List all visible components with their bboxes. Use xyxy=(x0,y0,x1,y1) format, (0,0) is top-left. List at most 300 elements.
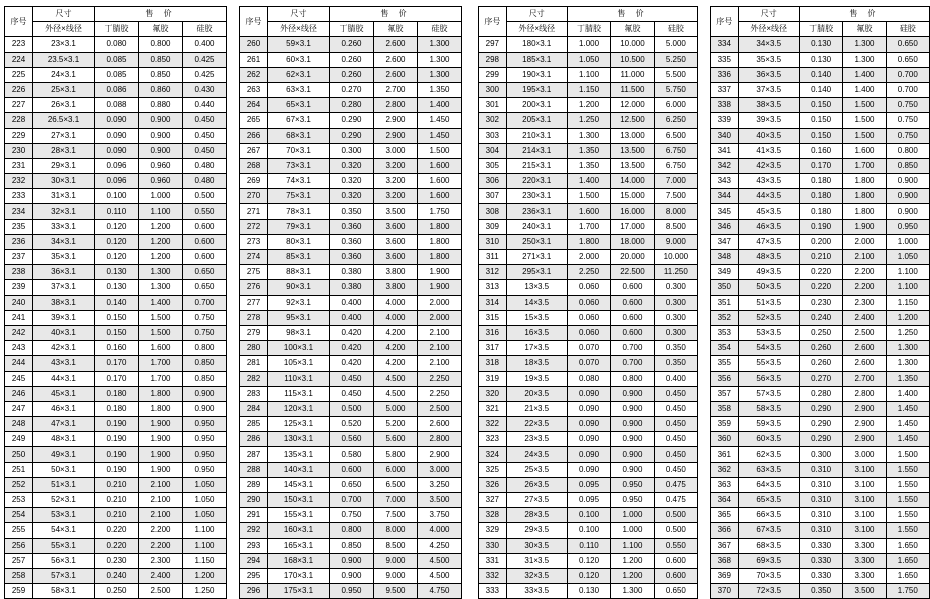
cell-price-fkm: 3.000 xyxy=(843,447,886,462)
table-row xyxy=(710,386,929,401)
header-price-nbr: 丁腈胶 xyxy=(799,22,842,37)
cell-seq: 253 xyxy=(5,493,33,508)
cell-price-nbr: 1.700 xyxy=(567,219,610,234)
cell-price-vmq: 0.550 xyxy=(183,204,227,219)
cell-price-fkm: 22.500 xyxy=(611,265,654,280)
cell-price-fkm: 0.900 xyxy=(139,113,183,128)
cell-price-fkm: 1.600 xyxy=(843,143,886,158)
table-row xyxy=(479,568,698,583)
cell-price-nbr: 0.380 xyxy=(330,265,374,280)
cell-price-vmq: 1.450 xyxy=(886,432,929,447)
table-row xyxy=(5,341,227,356)
cell-seq: 259 xyxy=(5,584,33,599)
cell-seq: 234 xyxy=(5,204,33,219)
table-row xyxy=(710,371,929,386)
cell-price-vmq: 1.500 xyxy=(418,143,462,158)
cell-price-fkm: 1.400 xyxy=(139,295,183,310)
cell-size: 66×3.5 xyxy=(738,508,799,523)
cell-price-vmq: 1.000 xyxy=(886,234,929,249)
cell-price-vmq: 0.900 xyxy=(183,386,227,401)
cell-size: 59×3.5 xyxy=(738,417,799,432)
cell-price-vmq: 0.450 xyxy=(183,128,227,143)
cell-price-nbr: 0.400 xyxy=(330,310,374,325)
cell-seq: 364 xyxy=(710,493,738,508)
cell-price-vmq: 1.600 xyxy=(418,174,462,189)
table-row xyxy=(710,98,929,113)
cell-size: 35×3.1 xyxy=(33,250,95,265)
cell-size: 33×3.5 xyxy=(506,584,567,599)
table-row xyxy=(5,174,227,189)
cell-seq: 276 xyxy=(240,280,268,295)
cell-price-nbr: 1.800 xyxy=(567,234,610,249)
cell-size: 35×3.5 xyxy=(738,52,799,67)
cell-price-vmq: 0.450 xyxy=(654,386,697,401)
cell-seq: 345 xyxy=(710,204,738,219)
cell-price-nbr: 1.050 xyxy=(567,52,610,67)
cell-price-vmq: 0.900 xyxy=(886,174,929,189)
cell-seq: 243 xyxy=(5,341,33,356)
cell-size: 56×3.1 xyxy=(33,553,95,568)
cell-price-vmq: 7.500 xyxy=(654,189,697,204)
cell-price-nbr: 0.130 xyxy=(95,265,139,280)
cell-price-vmq: 1.400 xyxy=(886,386,929,401)
cell-price-vmq: 0.650 xyxy=(654,584,697,599)
cell-price-nbr: 0.120 xyxy=(95,250,139,265)
table-row xyxy=(5,98,227,113)
table-row xyxy=(710,401,929,416)
cell-price-vmq: 0.750 xyxy=(886,128,929,143)
cell-price-vmq: 6.750 xyxy=(654,143,697,158)
cell-seq: 308 xyxy=(479,204,507,219)
cell-price-vmq: 0.650 xyxy=(886,37,929,52)
cell-seq: 256 xyxy=(5,538,33,553)
table-row xyxy=(710,219,929,234)
cell-price-fkm: 1.800 xyxy=(139,401,183,416)
cell-size: 48×3.1 xyxy=(33,432,95,447)
cell-size: 170×3.1 xyxy=(268,568,330,583)
cell-price-fkm: 3.300 xyxy=(843,553,886,568)
table-row xyxy=(710,143,929,158)
table-row xyxy=(5,523,227,538)
cell-price-vmq: 2.000 xyxy=(418,295,462,310)
cell-size: 45×3.1 xyxy=(33,386,95,401)
table-row xyxy=(710,174,929,189)
cell-price-nbr: 0.320 xyxy=(330,189,374,204)
cell-price-vmq: 2.100 xyxy=(418,325,462,340)
cell-size: 60×3.1 xyxy=(268,52,330,67)
cell-price-nbr: 0.900 xyxy=(330,568,374,583)
cell-price-fkm: 4.500 xyxy=(374,371,418,386)
table-row xyxy=(710,128,929,143)
cell-price-nbr: 0.180 xyxy=(95,386,139,401)
table-row xyxy=(5,325,227,340)
cell-seq: 241 xyxy=(5,310,33,325)
table-row xyxy=(479,174,698,189)
cell-price-vmq: 11.250 xyxy=(654,265,697,280)
table-row xyxy=(5,356,227,371)
cell-price-vmq: 0.900 xyxy=(886,204,929,219)
cell-size: 60×3.5 xyxy=(738,432,799,447)
cell-size: 34×3.1 xyxy=(33,234,95,249)
cell-price-vmq: 0.300 xyxy=(654,280,697,295)
cell-price-fkm: 1.500 xyxy=(843,98,886,113)
cell-price-fkm: 20.000 xyxy=(611,250,654,265)
cell-size: 70×3.5 xyxy=(738,568,799,583)
cell-price-vmq: 0.600 xyxy=(183,234,227,249)
cell-price-fkm: 4.000 xyxy=(374,295,418,310)
cell-price-nbr: 1.150 xyxy=(567,82,610,97)
cell-size: 36×3.5 xyxy=(738,67,799,82)
cell-seq: 258 xyxy=(5,568,33,583)
cell-price-nbr: 0.060 xyxy=(567,325,610,340)
table-row xyxy=(710,523,929,538)
cell-price-nbr: 0.560 xyxy=(330,432,374,447)
table-row xyxy=(5,234,227,249)
table-row xyxy=(240,538,462,553)
cell-seq: 295 xyxy=(240,568,268,583)
cell-price-nbr: 0.290 xyxy=(799,432,842,447)
table-row xyxy=(5,553,227,568)
cell-price-nbr: 1.300 xyxy=(567,128,610,143)
cell-seq: 343 xyxy=(710,174,738,189)
cell-price-nbr: 0.180 xyxy=(799,204,842,219)
cell-size: 22×3.5 xyxy=(506,417,567,432)
header-price-group: 售 价 xyxy=(95,7,227,22)
cell-price-nbr: 0.260 xyxy=(330,37,374,52)
cell-size: 240×3.1 xyxy=(506,219,567,234)
cell-price-nbr: 2.000 xyxy=(567,250,610,265)
table-row xyxy=(710,158,929,173)
table-row xyxy=(479,37,698,52)
table-row xyxy=(479,356,698,371)
cell-seq: 370 xyxy=(710,584,738,599)
cell-price-fkm: 2.600 xyxy=(374,52,418,67)
cell-price-fkm: 10.000 xyxy=(611,37,654,52)
cell-price-vmq: 0.800 xyxy=(183,341,227,356)
cell-price-vmq: 1.750 xyxy=(886,584,929,599)
cell-price-nbr: 0.085 xyxy=(95,67,139,82)
cell-seq: 299 xyxy=(479,67,507,82)
cell-seq: 309 xyxy=(479,219,507,234)
cell-price-fkm: 4.200 xyxy=(374,341,418,356)
header-price-vmq: 硅胶 xyxy=(183,22,227,37)
cell-price-vmq: 0.650 xyxy=(183,280,227,295)
table-row xyxy=(479,143,698,158)
cell-price-nbr: 0.360 xyxy=(330,219,374,234)
cell-price-nbr: 0.110 xyxy=(567,538,610,553)
cell-price-vmq: 0.750 xyxy=(183,310,227,325)
cell-price-fkm: 13.000 xyxy=(611,128,654,143)
header-price-group: 售 价 xyxy=(330,7,462,22)
cell-size: 23×3.1 xyxy=(33,37,95,52)
cell-price-fkm: 1.800 xyxy=(843,204,886,219)
cell-price-fkm: 3.200 xyxy=(374,189,418,204)
cell-price-fkm: 3.200 xyxy=(374,158,418,173)
cell-size: 19×3.5 xyxy=(506,371,567,386)
cell-size: 160×3.1 xyxy=(268,523,330,538)
cell-size: 21×3.5 xyxy=(506,401,567,416)
table-row xyxy=(240,158,462,173)
cell-price-vmq: 0.500 xyxy=(654,523,697,538)
cell-size: 42×3.1 xyxy=(33,341,95,356)
header-seq: 序号 xyxy=(5,7,33,37)
table-row xyxy=(479,447,698,462)
cell-price-fkm: 0.900 xyxy=(611,401,654,416)
cell-price-fkm: 3.100 xyxy=(843,462,886,477)
cell-size: 37×3.5 xyxy=(738,82,799,97)
cell-price-vmq: 1.900 xyxy=(418,280,462,295)
table-row xyxy=(240,52,462,67)
cell-price-nbr: 0.270 xyxy=(330,82,374,97)
cell-price-fkm: 6.500 xyxy=(374,477,418,492)
cell-price-vmq: 0.750 xyxy=(886,98,929,113)
cell-size: 140×3.1 xyxy=(268,462,330,477)
table-row xyxy=(5,250,227,265)
cell-seq: 327 xyxy=(479,493,507,508)
table-row xyxy=(710,417,929,432)
cell-price-nbr: 0.210 xyxy=(95,493,139,508)
cell-price-nbr: 0.180 xyxy=(799,174,842,189)
cell-seq: 306 xyxy=(479,174,507,189)
cell-price-nbr: 0.140 xyxy=(799,82,842,97)
cell-price-nbr: 0.400 xyxy=(330,295,374,310)
table-row xyxy=(240,174,462,189)
table-row xyxy=(710,447,929,462)
cell-size: 210×3.1 xyxy=(506,128,567,143)
cell-price-nbr: 0.210 xyxy=(95,477,139,492)
cell-seq: 334 xyxy=(710,37,738,52)
table-row xyxy=(240,341,462,356)
cell-seq: 296 xyxy=(240,584,268,599)
cell-price-vmq: 0.850 xyxy=(886,158,929,173)
cell-price-fkm: 2.200 xyxy=(139,523,183,538)
cell-price-fkm: 1.400 xyxy=(843,67,886,82)
table-row xyxy=(240,113,462,128)
cell-seq: 233 xyxy=(5,189,33,204)
cell-seq: 324 xyxy=(479,447,507,462)
table-row xyxy=(240,508,462,523)
header-price-group: 售 价 xyxy=(567,7,697,22)
cell-price-fkm: 0.600 xyxy=(611,295,654,310)
left-sheet xyxy=(4,6,462,599)
table-row xyxy=(479,310,698,325)
cell-price-vmq: 4.750 xyxy=(418,584,462,599)
table-row xyxy=(479,523,698,538)
table-row xyxy=(710,325,929,340)
cell-seq: 363 xyxy=(710,477,738,492)
table-4-body xyxy=(710,37,929,599)
cell-size: 54×3.5 xyxy=(738,341,799,356)
cell-size: 63×3.5 xyxy=(738,462,799,477)
cell-size: 215×3.1 xyxy=(506,158,567,173)
header-price-nbr: 丁腈胶 xyxy=(567,22,610,37)
table-row xyxy=(479,113,698,128)
cell-size: 55×3.5 xyxy=(738,356,799,371)
cell-seq: 329 xyxy=(479,523,507,538)
table-row xyxy=(710,584,929,599)
cell-price-fkm: 2.900 xyxy=(374,113,418,128)
cell-seq: 269 xyxy=(240,174,268,189)
cell-price-fkm: 11.000 xyxy=(611,67,654,82)
table-row xyxy=(479,82,698,97)
cell-seq: 315 xyxy=(479,310,507,325)
cell-price-nbr: 0.160 xyxy=(95,341,139,356)
cell-seq: 346 xyxy=(710,219,738,234)
cell-price-fkm: 0.900 xyxy=(139,128,183,143)
table-4 xyxy=(710,6,930,599)
cell-price-fkm: 2.200 xyxy=(139,538,183,553)
table-row xyxy=(710,462,929,477)
cell-price-vmq: 1.050 xyxy=(183,493,227,508)
cell-price-vmq: 0.500 xyxy=(183,189,227,204)
table-row xyxy=(5,82,227,97)
cell-price-fkm: 2.600 xyxy=(374,67,418,82)
cell-price-fkm: 0.950 xyxy=(611,477,654,492)
cell-price-vmq: 1.600 xyxy=(418,158,462,173)
cell-size: 25×3.1 xyxy=(33,82,95,97)
cell-size: 42×3.5 xyxy=(738,158,799,173)
table-row xyxy=(479,553,698,568)
cell-price-nbr: 0.700 xyxy=(330,493,374,508)
cell-seq: 266 xyxy=(240,128,268,143)
cell-size: 95×3.1 xyxy=(268,310,330,325)
cell-price-nbr: 0.290 xyxy=(330,128,374,143)
cell-seq: 301 xyxy=(479,98,507,113)
cell-seq: 368 xyxy=(710,553,738,568)
cell-price-vmq: 0.550 xyxy=(654,538,697,553)
table-row xyxy=(240,477,462,492)
cell-price-nbr: 0.240 xyxy=(799,310,842,325)
cell-price-nbr: 1.600 xyxy=(567,204,610,219)
header-seq: 序号 xyxy=(479,7,507,37)
table-row xyxy=(5,386,227,401)
cell-price-nbr: 0.140 xyxy=(799,67,842,82)
cell-size: 43×3.1 xyxy=(33,356,95,371)
cell-size: 230×3.1 xyxy=(506,189,567,204)
cell-seq: 278 xyxy=(240,310,268,325)
header-price-nbr: 丁腈胶 xyxy=(95,22,139,37)
cell-price-vmq: 1.550 xyxy=(886,462,929,477)
cell-price-vmq: 1.150 xyxy=(886,295,929,310)
cell-seq: 340 xyxy=(710,128,738,143)
cell-price-fkm: 13.500 xyxy=(611,158,654,173)
cell-price-nbr: 0.300 xyxy=(799,447,842,462)
cell-seq: 326 xyxy=(479,477,507,492)
cell-size: 295×3.1 xyxy=(506,265,567,280)
cell-price-vmq: 3.500 xyxy=(418,493,462,508)
cell-price-nbr: 0.220 xyxy=(799,280,842,295)
cell-price-nbr: 0.290 xyxy=(799,417,842,432)
cell-size: 57×3.1 xyxy=(33,568,95,583)
cell-seq: 351 xyxy=(710,295,738,310)
header-price-fkm: 氟胶 xyxy=(611,22,654,37)
cell-price-fkm: 0.700 xyxy=(611,341,654,356)
cell-seq: 225 xyxy=(5,67,33,82)
cell-price-fkm: 2.200 xyxy=(843,280,886,295)
cell-price-nbr: 0.140 xyxy=(95,295,139,310)
cell-price-vmq: 2.250 xyxy=(418,386,462,401)
cell-price-vmq: 1.550 xyxy=(886,477,929,492)
cell-price-nbr: 1.250 xyxy=(567,113,610,128)
cell-price-fkm: 0.600 xyxy=(611,280,654,295)
cell-size: 47×3.1 xyxy=(33,417,95,432)
cell-seq: 284 xyxy=(240,401,268,416)
cell-size: 135×3.1 xyxy=(268,447,330,462)
cell-price-vmq: 0.430 xyxy=(183,82,227,97)
cell-size: 30×3.5 xyxy=(506,538,567,553)
cell-price-fkm: 18.000 xyxy=(611,234,654,249)
cell-size: 74×3.1 xyxy=(268,174,330,189)
cell-seq: 318 xyxy=(479,356,507,371)
cell-size: 53×3.1 xyxy=(33,508,95,523)
cell-size: 69×3.5 xyxy=(738,553,799,568)
cell-price-nbr: 0.110 xyxy=(95,204,139,219)
cell-price-nbr: 0.150 xyxy=(799,98,842,113)
cell-price-nbr: 0.280 xyxy=(330,98,374,113)
cell-price-nbr: 0.300 xyxy=(330,143,374,158)
cell-size: 25×3.5 xyxy=(506,462,567,477)
cell-price-nbr: 0.096 xyxy=(95,174,139,189)
cell-size: 28×3.5 xyxy=(506,508,567,523)
table-row xyxy=(240,447,462,462)
cell-price-fkm: 3.500 xyxy=(843,584,886,599)
cell-price-nbr: 0.095 xyxy=(567,493,610,508)
cell-price-vmq: 2.000 xyxy=(418,310,462,325)
table-row xyxy=(710,493,929,508)
cell-price-vmq: 1.450 xyxy=(418,113,462,128)
table-row xyxy=(710,295,929,310)
cell-size: 38×3.1 xyxy=(33,295,95,310)
cell-price-fkm: 0.960 xyxy=(139,158,183,173)
cell-seq: 336 xyxy=(710,67,738,82)
cell-size: 62×3.1 xyxy=(268,67,330,82)
cell-price-nbr: 0.190 xyxy=(95,432,139,447)
table-3-body xyxy=(479,37,698,599)
cell-price-fkm: 2.400 xyxy=(843,310,886,325)
cell-seq: 271 xyxy=(240,204,268,219)
cell-price-vmq: 1.500 xyxy=(886,447,929,462)
cell-price-fkm: 0.850 xyxy=(139,67,183,82)
cell-price-fkm: 1.300 xyxy=(139,265,183,280)
cell-seq: 349 xyxy=(710,265,738,280)
cell-price-fkm: 1.600 xyxy=(139,341,183,356)
column-gap-2 xyxy=(698,6,710,599)
cell-price-nbr: 0.070 xyxy=(567,356,610,371)
cell-price-fkm: 0.700 xyxy=(611,356,654,371)
cell-size: 150×3.1 xyxy=(268,493,330,508)
header-seq: 序号 xyxy=(240,7,268,37)
cell-seq: 279 xyxy=(240,325,268,340)
cell-price-fkm: 2.400 xyxy=(139,568,183,583)
cell-price-vmq: 4.250 xyxy=(418,538,462,553)
table-row xyxy=(479,265,698,280)
cell-price-fkm: 0.900 xyxy=(611,462,654,477)
cell-price-nbr: 0.800 xyxy=(330,523,374,538)
cell-size: 85×3.1 xyxy=(268,250,330,265)
cell-price-nbr: 0.160 xyxy=(799,143,842,158)
cell-price-vmq: 2.100 xyxy=(418,341,462,356)
cell-price-nbr: 0.180 xyxy=(799,189,842,204)
cell-price-fkm: 2.300 xyxy=(139,553,183,568)
table-row xyxy=(479,371,698,386)
cell-size: 185×3.1 xyxy=(506,52,567,67)
cell-price-nbr: 0.150 xyxy=(95,310,139,325)
cell-size: 46×3.5 xyxy=(738,219,799,234)
cell-price-nbr: 0.170 xyxy=(95,356,139,371)
cell-seq: 268 xyxy=(240,158,268,173)
cell-price-fkm: 10.500 xyxy=(611,52,654,67)
cell-price-vmq: 1.450 xyxy=(886,401,929,416)
